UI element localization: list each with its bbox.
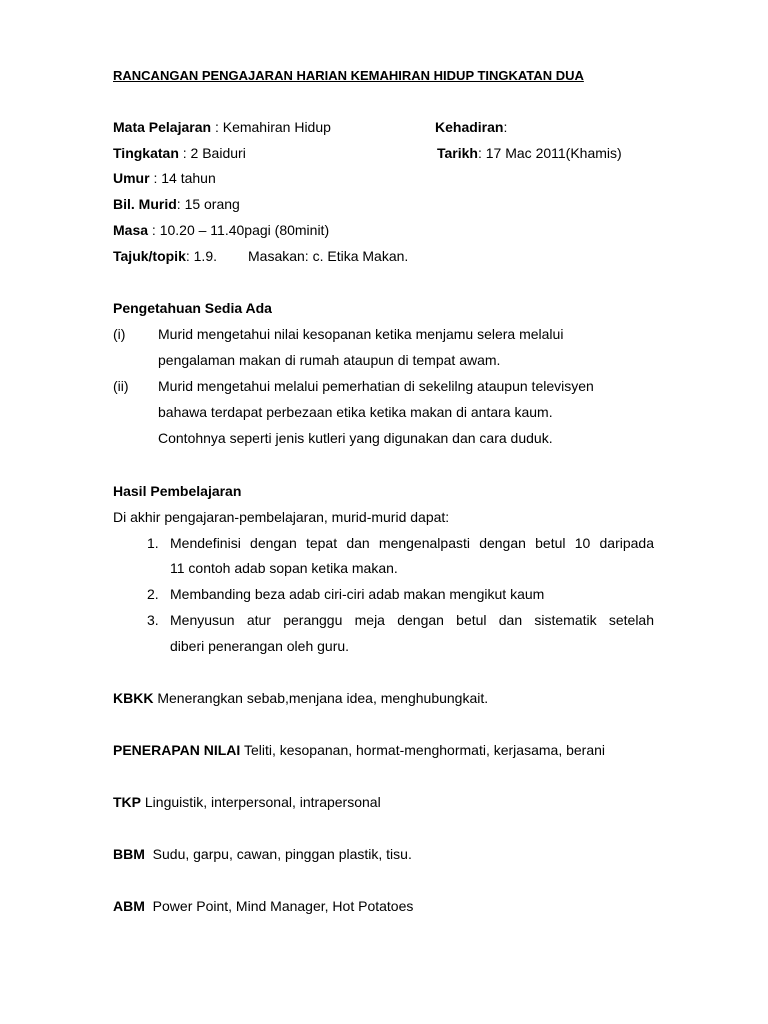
info-label: Tingkatan xyxy=(113,145,179,161)
info-label: Kehadiran xyxy=(435,119,504,135)
info-value: Kemahiran Hidup xyxy=(222,119,331,135)
list-item-text: pengalaman makan di rumah ataupun di tempat awam. xyxy=(158,352,501,368)
kbkk-value: Menerangkan sebab,menjana idea, menghubungkait. xyxy=(153,690,489,706)
list-number: 2. xyxy=(147,586,159,602)
info-label: Mata Pelajaran xyxy=(113,119,212,135)
info-value: 2 Baiduri xyxy=(190,145,246,161)
abm-row xyxy=(113,897,413,915)
list-number: (ii) xyxy=(113,378,129,394)
info-sep: : xyxy=(176,196,185,212)
kbkk-row xyxy=(113,689,488,707)
document-title: RANCANGAN PENGAJARAN HARIAN KEMAHIRAN HIDUP TINGKATAN DUA xyxy=(113,68,584,83)
list-item-text: diberi penerangan oleh guru. xyxy=(170,638,350,654)
nilai-row xyxy=(113,741,605,759)
info-label: Bil. Murid xyxy=(113,196,177,212)
info-value: 1.9. xyxy=(193,248,217,264)
tkp-value: Linguistik, interpersonal, intrapersonal xyxy=(141,794,381,810)
list-number: 3. xyxy=(147,612,159,628)
list-number: 1. xyxy=(147,535,159,551)
info-tarikh xyxy=(437,144,622,162)
info-value: 15 orang xyxy=(184,196,240,212)
info-tingkatan xyxy=(113,144,246,162)
info-umur xyxy=(113,169,216,187)
nilai-value: Teliti, kesopanan, hormat-menghormati, kerjasama, berani xyxy=(240,742,606,758)
list-item-text: Mendefinisi dengan tepat dan mengenalpasti dengan betul 10 daripada xyxy=(170,535,654,551)
info-bil-murid xyxy=(113,195,240,213)
info-sep: : xyxy=(503,119,508,135)
info-sep: : xyxy=(477,145,486,161)
list-item-text: 11 contoh adab sopan ketika makan. xyxy=(170,560,398,576)
list-item-text: Membanding beza adab ciri-ciri adab makan mengikut kaum xyxy=(170,586,545,602)
list-item-text: Contohnya seperti jenis kutleri yang digunakan dan cara duduk. xyxy=(158,430,553,446)
hasil-intro: Di akhir pengajaran-pembelajaran, murid-murid dapat: xyxy=(113,509,450,525)
info-value: 17 Mac 2011(Khamis) xyxy=(485,145,622,161)
info-label: Tajuk/topik xyxy=(113,248,186,264)
info-label: Umur xyxy=(113,170,150,186)
info-label: Masa xyxy=(113,222,149,238)
bbm-value: Sudu, garpu, cawan, pinggan plastik, tisu. xyxy=(144,846,412,862)
info-mata-pelajaran xyxy=(113,118,331,136)
abm-value: Power Point, Mind Manager, Hot Potatoes xyxy=(144,898,414,914)
info-label: Tarikh xyxy=(437,145,478,161)
info-masa xyxy=(113,221,329,239)
list-item-text: Menyusun atur peranggu meja dengan betul dan sistematik setelah xyxy=(170,612,654,628)
list-item-text: Murid mengetahui melalui pemerhatian di sekelilng ataupun televisyen xyxy=(158,378,594,394)
nilai-label: PENERAPAN NILAI xyxy=(113,742,241,758)
info-sep: : xyxy=(148,222,160,238)
info-sep: : xyxy=(149,170,162,186)
info-sep: : xyxy=(178,145,191,161)
info-tajuk-detail: Masakan: c. Etika Makan. xyxy=(248,248,409,264)
info-value: 14 tahun xyxy=(161,170,216,186)
info-kehadiran xyxy=(435,118,507,136)
bbm-label: BBM xyxy=(113,846,145,862)
list-number: (i) xyxy=(113,326,126,342)
info-sep: : xyxy=(185,248,194,264)
section-heading-pengetahuan: Pengetahuan Sedia Ada xyxy=(113,300,272,316)
info-value: 10.20 – 11.40pagi (80minit) xyxy=(159,222,330,238)
kbkk-label: KBKK xyxy=(113,690,154,706)
list-item-text: Murid mengetahui nilai kesopanan ketika menjamu selera melalui xyxy=(158,326,564,342)
list-item-text: bahawa terdapat perbezaan etika ketika makan di antara kaum. xyxy=(158,404,553,420)
info-tajuk xyxy=(113,247,217,265)
tkp-row xyxy=(113,793,381,811)
abm-label: ABM xyxy=(113,898,145,914)
section-heading-hasil: Hasil Pembelajaran xyxy=(113,483,242,499)
bbm-row xyxy=(113,845,412,863)
info-sep: : xyxy=(211,119,223,135)
tkp-label: TKP xyxy=(113,794,141,810)
